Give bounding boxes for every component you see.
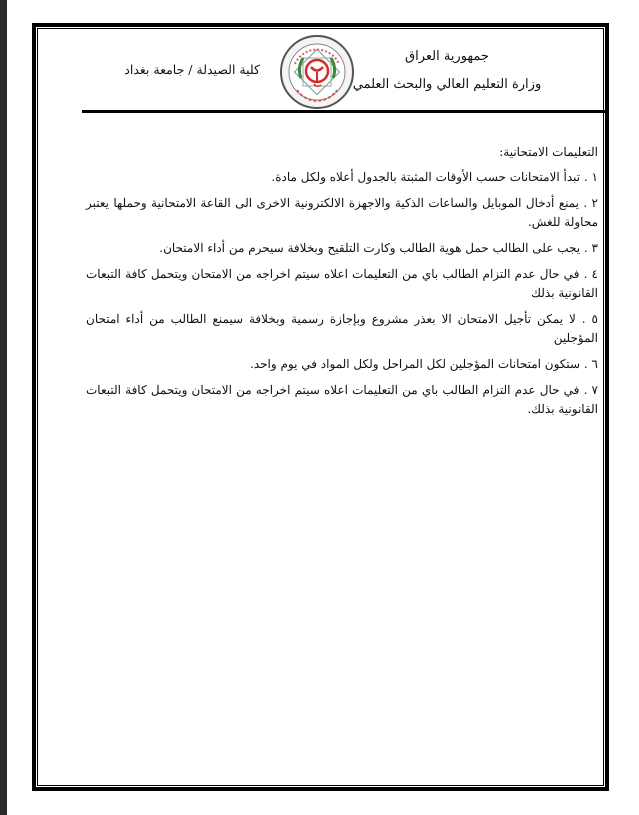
instruction-item-5: ٥ . لا يمكن تأجيل الامتحان الا بعذر مشروع وبإجازة رسمية وبخلافة سيمنع الطالب من أداء امتحان المؤجلين: [86, 312, 598, 345]
viewer-edge-strip: [0, 0, 7, 815]
header-ministry-block: [337, 48, 557, 94]
college-name: كلية الصيدلة / جامعة بغداد: [124, 62, 260, 77]
instruction-item-4: ٤ . في حال عدم التزام الطالب باي من التعليمات اعلاه سيتم اخراجه من الامتحان ويتحمل كافة التبعات القانونية بذلك: [86, 267, 598, 300]
instruction-item-2: ٢ . يمنع أدخال الموبايل والساعات الذكية والاجهزة الالكترونية الاخرى الى القاعة الامتحانية وحملها يعتبر محاولة للغش.: [86, 196, 598, 229]
country-name: جمهورية العراق: [405, 49, 489, 64]
ministry-name: وزارة التعليم العالي والبحث العلمي: [352, 77, 542, 92]
instruction-item-1: ١ . تبدأ الامتحانات حسب الأوقات المثبتة بالجدول أعلاه ولكل مادة.: [271, 170, 598, 184]
instructions-title: التعليمات الامتحانية:: [499, 145, 598, 159]
instruction-item-6: ٦ . ستكون امتحانات المؤجلين لكل المراحل ولكل المواد في يوم واحد.: [250, 357, 598, 371]
instruction-item-3: ٣ . يجب على الطالب حمل هوية الطالب وكارت التلقيح وبخلافة سيحرم من أداء الامتحان.: [159, 241, 598, 255]
instruction-item-7: ٧ . في حال عدم التزام الطالب باي من التعليمات اعلاه سيتم اخراجه من الامتحان ويتحمل كافة التبعات القانونية بذلك.: [86, 383, 598, 416]
pharmacy-college-seal-icon: [279, 34, 355, 110]
instructions-section: [86, 143, 598, 426]
header-divider: [82, 110, 605, 113]
